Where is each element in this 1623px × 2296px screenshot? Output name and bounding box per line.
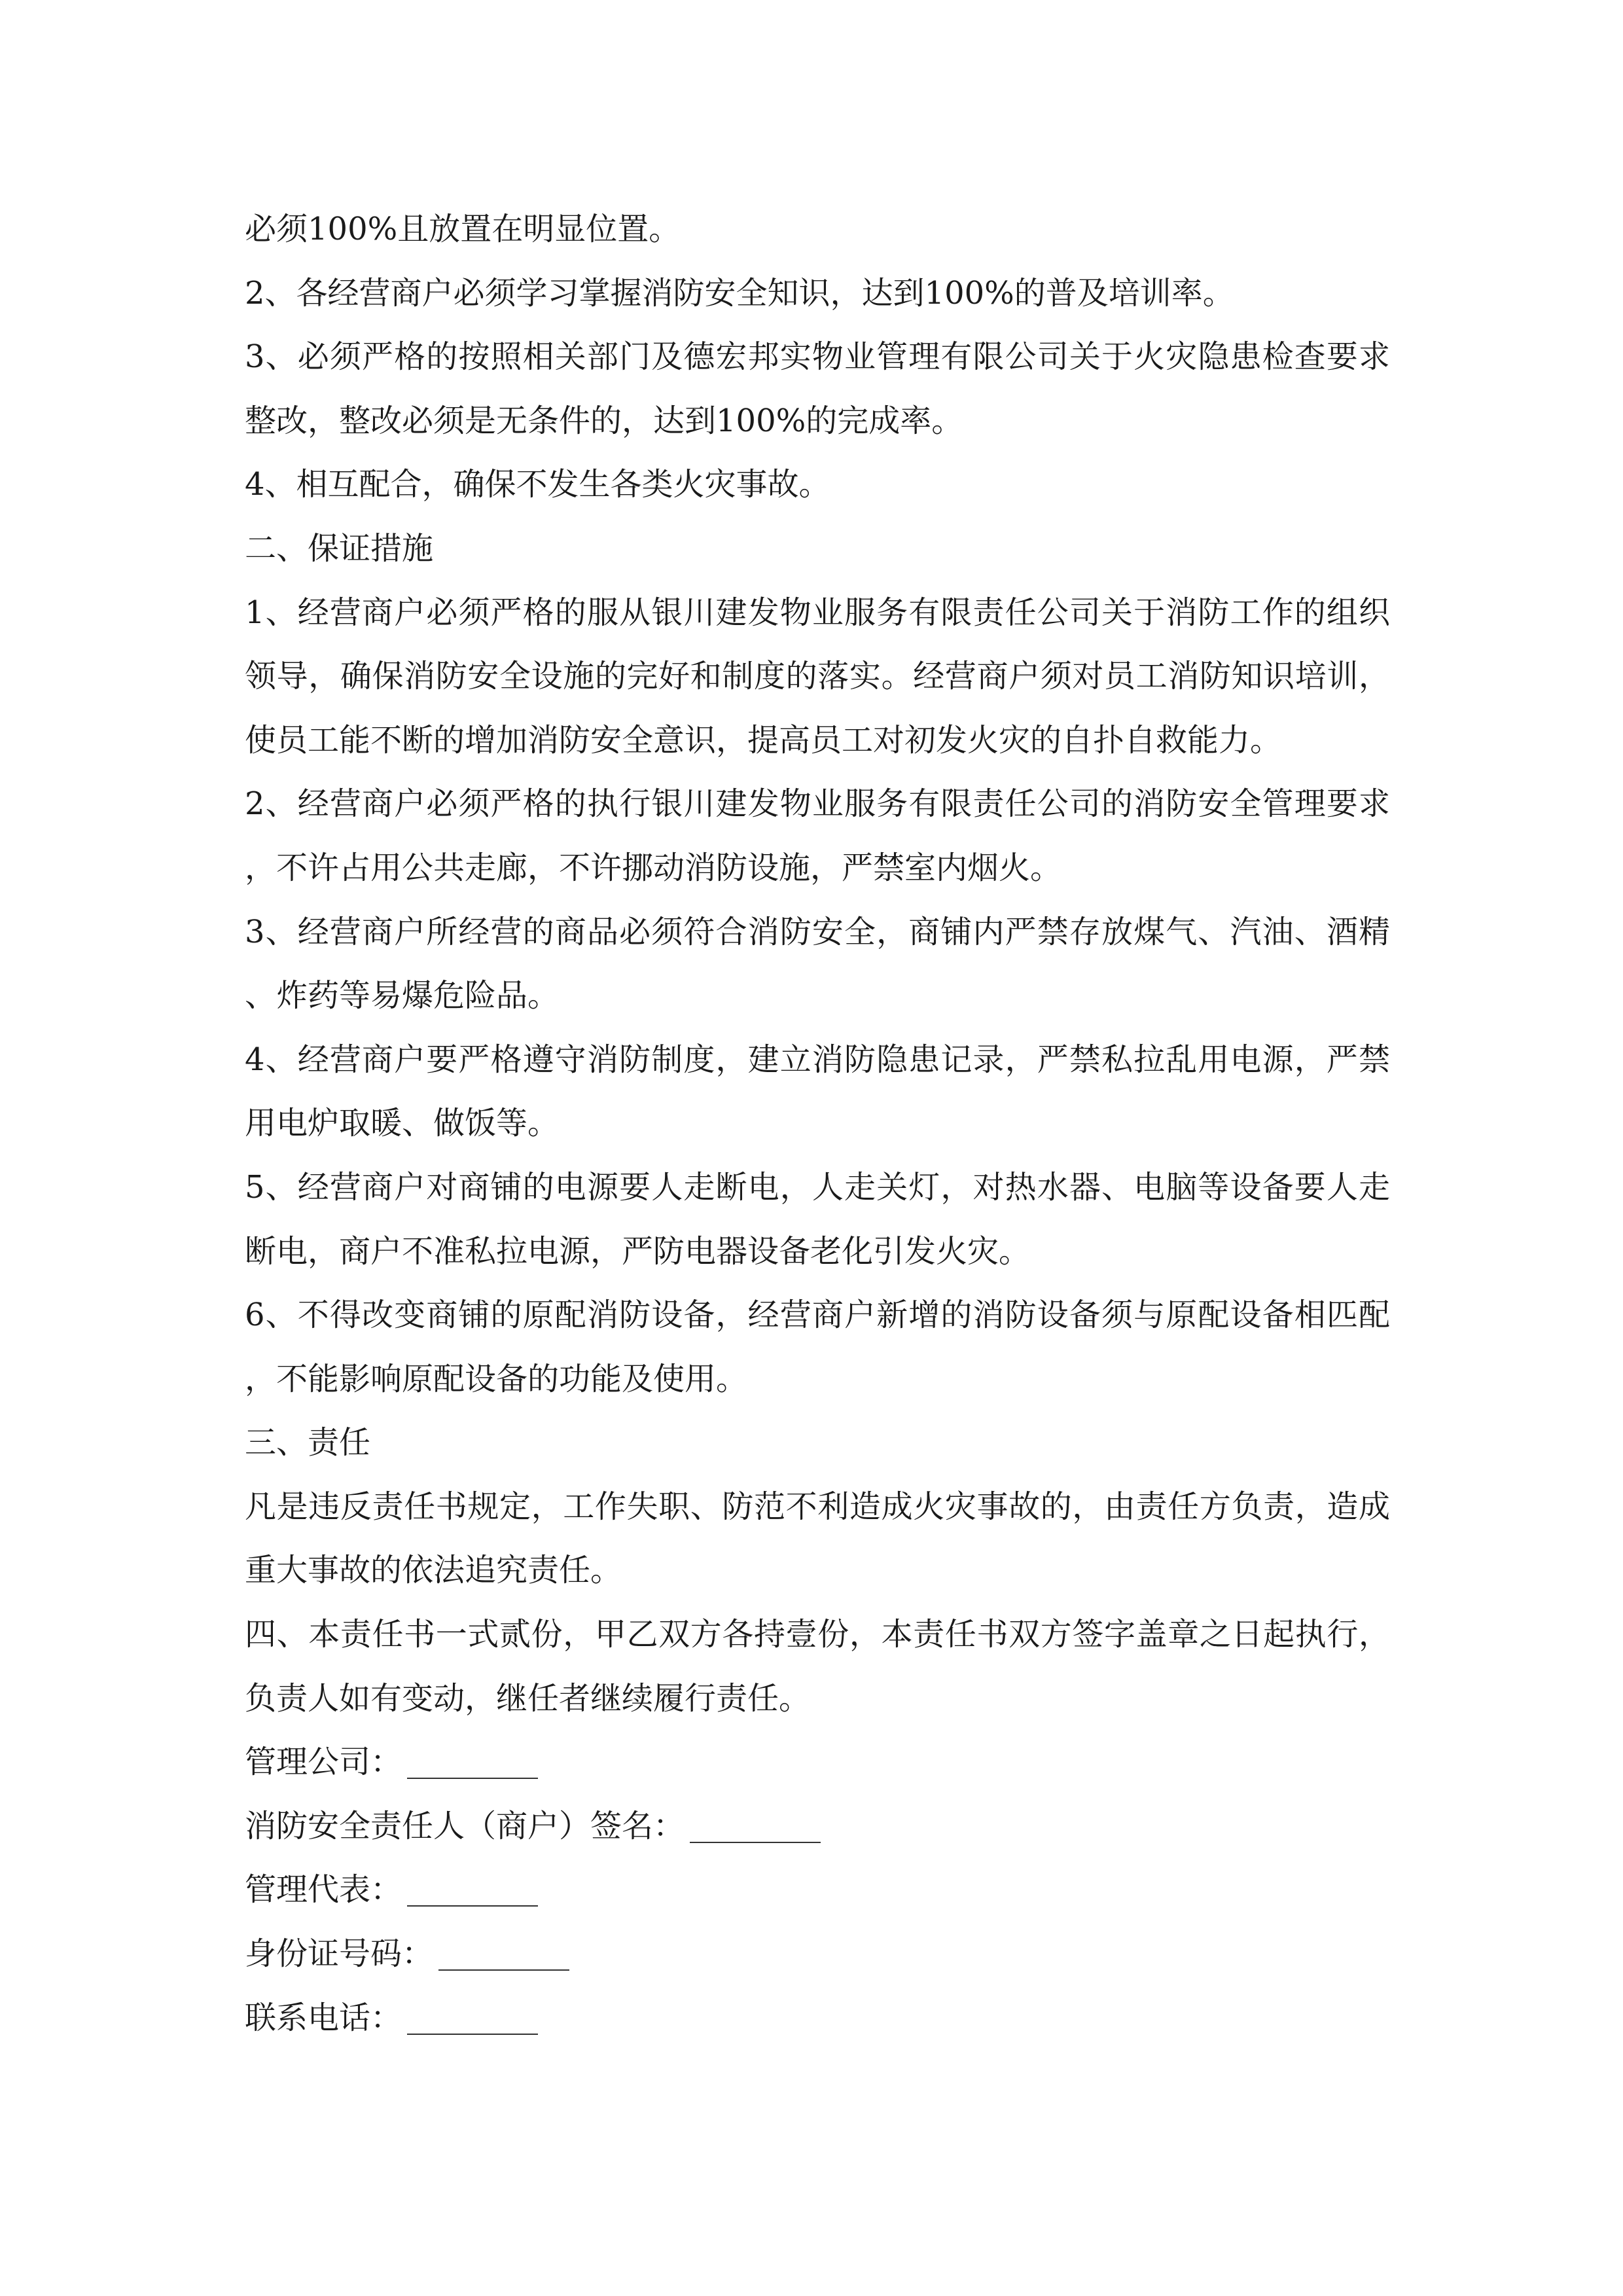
signature-row-fire-safety-officer <box>245 1795 1390 1859</box>
paragraph-cooperation: 4、相互配合，确保不发生各类火灾事故。 <box>245 466 830 503</box>
signature-blank-id-number[interactable] <box>438 1969 569 1971</box>
signature-label-phone: 联系电话： <box>245 1999 402 2036</box>
section-heading-responsibility: 三、责任 <box>245 1424 371 1462</box>
paragraph-placement-requirement: 必须100%且放置在明显位置。 <box>245 211 681 247</box>
paragraph-copies-clause: 四、本责任书一式贰份，甲乙双方各持壹份，本责任书双方签字盖章之日起执行，负责人如有变动，继任者继续履行责任。 <box>245 1616 1390 1717</box>
signature-blank-fire-safety-officer[interactable] <box>690 1842 821 1843</box>
signature-row-id-number <box>245 1922 1390 1986</box>
signature-label-id-number: 身份证号码： <box>245 1935 434 1973</box>
signature-blank-phone[interactable] <box>407 2034 538 2035</box>
signature-label-management-representative: 管理代表： <box>245 1871 402 1909</box>
signature-label-management-company: 管理公司： <box>245 1744 402 1781</box>
paragraph-training-rate: 2、各经营商户必须学习掌握消防安全知识，达到100%的普及培训率。 <box>245 274 1234 312</box>
paragraph-measure-4: 4、经营商户要严格遵守消防制度，建立消防隐患记录，严禁私拉乱用电源，严禁用电炉取暖、做饭等。 <box>245 1041 1390 1142</box>
paragraph-measure-5: 5、经营商户对商铺的电源要人走断电，人走关灯，对热水器、电脑等设备要人走断电，商户不准私拉电源，严防电器设备老化引发火灾。 <box>245 1168 1390 1270</box>
signature-row-management-representative <box>245 1858 1390 1922</box>
signature-blank-management-company[interactable] <box>407 1778 538 1779</box>
paragraph-measure-3: 3、经营商户所经营的商品必须符合消防安全，商铺内严禁存放煤气、汽油、酒精、炸药等易爆危险品。 <box>245 913 1390 1014</box>
paragraph-responsibility: 凡是违反责任书规定，工作失职、防范不利造成火灾事故的，由责任方负责，造成重大事故的依法追究责任。 <box>245 1488 1390 1589</box>
signature-row-management-company <box>245 1731 1390 1795</box>
signature-blank-management-representative[interactable] <box>407 1905 538 1907</box>
paragraph-hazard-rectification: 3、必须严格的按照相关部门及德宏邦实物业管理有限公司关于火灾隐患检查要求整改，整改必须是无条件的，达到100%的完成率。 <box>245 338 1390 439</box>
paragraph-measure-6: 6、不得改变商铺的原配消防设备，经营商户新增的消防设备须与原配设备相匹配，不能影响原配设备的功能及使用。 <box>245 1297 1390 1397</box>
signature-row-phone <box>245 1986 1390 2051</box>
paragraph-measure-1: 1、经营商户必须严格的服从银川建发物业服务有限责任公司关于消防工作的组织领导，确保消防安全设施的完好和制度的落实。经营商户须对员工消防知识培训，使员工能不断的增加消防安全意识，提高员工对初发火灾的自扑自救能力。 <box>245 594 1390 759</box>
section-heading-measures: 二、保证措施 <box>245 529 434 567</box>
document-body <box>245 198 1390 2050</box>
paragraph-measure-2: 2、经营商户必须严格的执行银川建发物业服务有限责任公司的消防安全管理要求，不许占用公共走廊，不许挪动消防设施，严禁室内烟火。 <box>245 785 1390 886</box>
signature-label-fire-safety-officer: 消防安全责任人（商户）签名： <box>245 1807 685 1844</box>
